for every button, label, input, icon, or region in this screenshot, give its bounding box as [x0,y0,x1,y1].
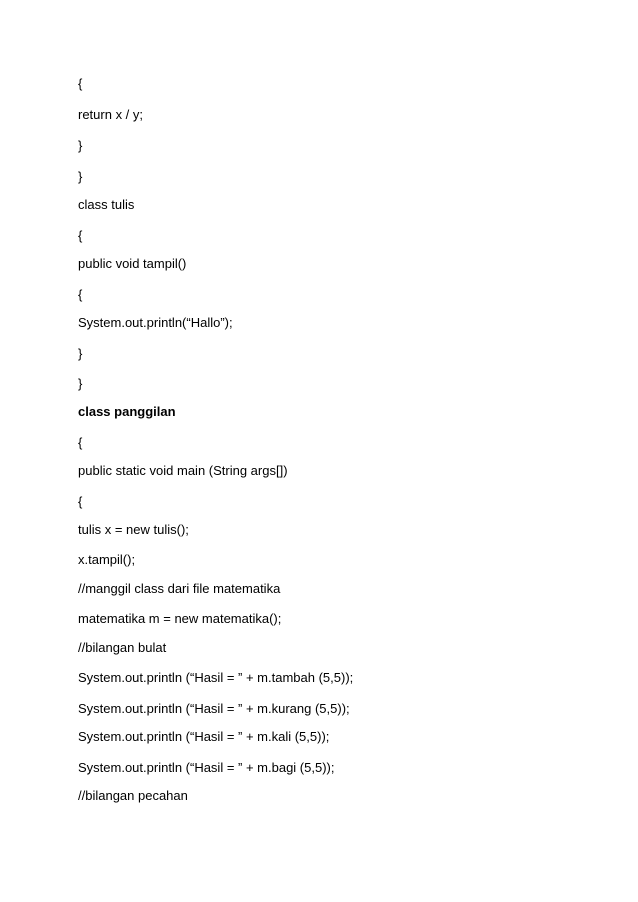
class-heading: class panggilan [78,404,176,419]
code-line: } [78,346,83,361]
code-line: public static void main (String args[]) [78,463,288,478]
code-comment: //manggil class dari file matematika [78,581,281,596]
code-line: x.tampil(); [78,552,136,567]
code-line: System.out.println (“Hasil = ” + m.kurang (5,5)); [78,701,350,716]
code-comment: //bilangan pecahan [78,788,188,803]
code-line: class tulis [78,197,135,212]
code-line: System.out.println (“Hasil = ” + m.bagi (5,5)); [78,760,335,775]
code-line: System.out.println (“Hasil = ” + m.kali (5,5)); [78,729,330,744]
code-line: { [78,435,83,450]
code-line: System.out.println (“Hasil = ” + m.tambah (5,5)); [78,670,354,685]
code-line: { [78,494,83,509]
code-comment: //bilangan bulat [78,640,167,655]
code-line: } [78,376,83,391]
code-line: } [78,169,83,184]
code-line: tulis x = new tulis(); [78,522,189,537]
code-line: } [78,138,83,153]
code-line: return x / y; [78,107,144,122]
code-line: { [78,287,83,302]
code-line: System.out.println(“Hallo”); [78,315,233,330]
code-line: { [78,76,83,91]
code-line: matematika m = new matematika(); [78,611,282,626]
code-line: { [78,228,83,243]
code-line: public void tampil() [78,256,187,271]
